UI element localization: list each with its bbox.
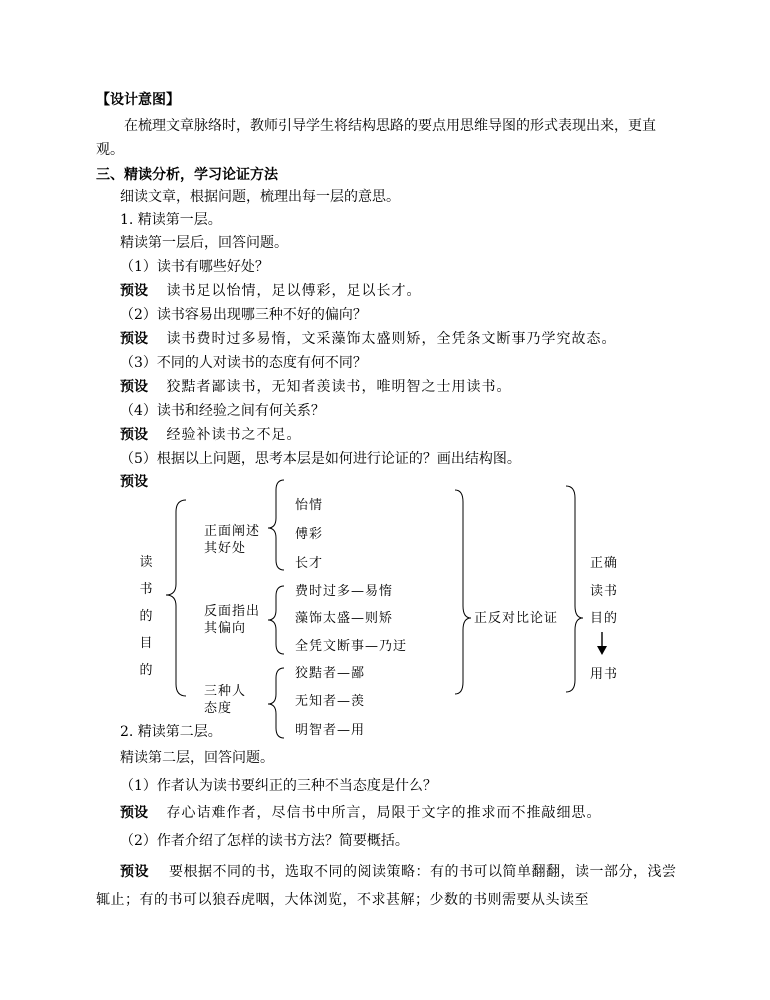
answer-text: 读书足以怡情，足以傅彩，足以长才。 <box>166 283 422 299</box>
middle-label: 正反对比论证 <box>474 611 559 626</box>
group2-label-1: 反面指出 <box>204 604 261 619</box>
answer-2 <box>120 329 616 349</box>
question-2: （2）读书容易出现哪三种不好的偏向？ <box>120 307 367 323</box>
question-1: （1）读书有哪些好处？ <box>120 259 269 275</box>
right-bottom-label: 用书 <box>590 667 619 682</box>
group3-brace <box>268 668 284 738</box>
group1-item: 傅彩 <box>295 527 324 542</box>
group3-item: 无知者—羡 <box>295 694 366 709</box>
design-heading: 【设计意图】 <box>96 92 180 108</box>
preset-label: 预设 <box>120 864 149 880</box>
question-3: （3）不同的人对读书的态度有何不同？ <box>120 355 367 371</box>
intro-text: 细读文章，根据问题，梳理出每一层的意思。 <box>120 189 400 205</box>
right-label-3: 目的 <box>590 611 619 626</box>
part1-instruction: 精读第一层后，回答问题。 <box>120 235 288 251</box>
preset-label: 预设 <box>120 427 148 443</box>
design-text: 在梳理文章脉络时，教师引导学生将结构思路的要点用思维导图的形式表现出来，更直观。 <box>96 118 656 158</box>
group2-label-2: 其偏向 <box>204 621 247 636</box>
answer-1 <box>120 281 421 301</box>
answer-text: 经验补读书之不足。 <box>166 427 302 443</box>
down-arrow-icon <box>597 646 607 655</box>
middle-right-brace <box>455 490 471 694</box>
question-4: （4）读书和经验之间有何关系？ <box>120 403 325 419</box>
group1-item: 长才 <box>295 556 324 571</box>
section-title: 三、精读分析，学习论证方法 <box>96 167 278 183</box>
answer-text: 狡黠者鄙读书，无知者羡读书，唯明智之士用读书。 <box>166 379 512 395</box>
group3-item: 明智者—用 <box>295 723 366 738</box>
preset-label: 预设 <box>120 805 148 821</box>
right-right-brace <box>566 486 583 692</box>
group3-label-1: 三种人 <box>204 684 247 699</box>
part2-answer-1 <box>120 803 601 823</box>
preset-label: 预设 <box>120 474 148 490</box>
answer-text: 要根据不同的书，选取不同的阅读策略：有的书可以简单翻翻，读一部分，浅尝辄止；有的书可以狼吞虎咽，大体浏览，不求甚解；少数的书则需要从头读至 <box>96 864 677 908</box>
part2-instruction: 精读第二层，回答问题。 <box>120 750 274 766</box>
preset-label: 预设 <box>120 283 148 299</box>
group2-item: 费时过多—易惰 <box>295 584 394 599</box>
group2-item: 藻饰太盛—则矫 <box>295 611 394 626</box>
group2-brace <box>268 586 284 654</box>
preset-label: 预设 <box>120 379 148 395</box>
group3-item: 狡黠者—鄙 <box>295 666 366 681</box>
question-5: （5）根据以上问题，思考本层是如何进行论证的？画出结构图。 <box>120 451 521 467</box>
right-label-2: 读书 <box>590 584 619 599</box>
part2-question-1: （1）作者认为读书要纠正的三种不当态度是什么？ <box>120 778 437 794</box>
group2-item: 全凭文断事—乃迂 <box>295 639 408 654</box>
preset-label: 预设 <box>120 331 148 347</box>
left-vertical-label: 读 书 的 目 的 <box>139 555 153 678</box>
right-label-1: 正确 <box>590 556 619 571</box>
part2-answer-2 <box>96 858 678 914</box>
big-left-brace <box>166 500 186 696</box>
answer-4 <box>120 425 301 445</box>
part2-title: 2. 精读第二层。 <box>120 724 222 740</box>
part1-title: 1. 精读第一层。 <box>120 212 222 228</box>
group1-item: 怡情 <box>295 498 324 513</box>
group1-label-2: 其好处 <box>204 541 247 556</box>
group3-label-2: 态度 <box>204 701 233 716</box>
part2-question-2: （2）作者介绍了怎样的读书方法？简要概括。 <box>120 833 409 849</box>
group1-brace <box>268 480 284 570</box>
answer-3 <box>120 377 511 397</box>
group1-label-1: 正面阐述 <box>204 524 261 539</box>
answer-text: 读书费时过多易惰，文采藻饰太盛则矫，全凭条文断事乃学究故态。 <box>166 331 617 347</box>
answer-text: 存心诘难作者，尽信书中所言，局限于文字的推求而不推敲细思。 <box>166 805 602 821</box>
